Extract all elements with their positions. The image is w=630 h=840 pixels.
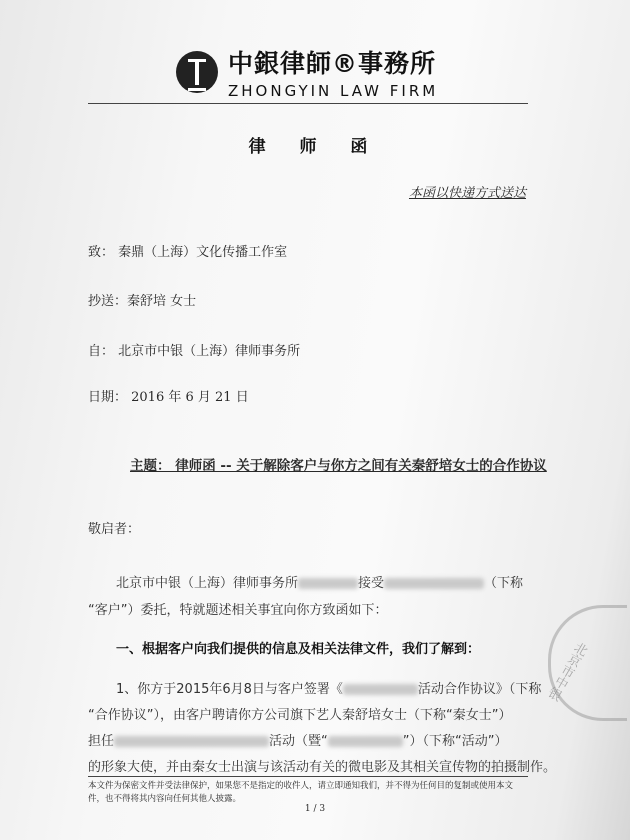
confidentiality-notice: 本文件为保密文件并受法律保护，如果您不是指定的收件人，请立即通知我们，并不得为任何目的复制或使用本文件，也不得将其内容向任何其他人披露。 — [88, 781, 514, 804]
header-divider — [88, 103, 528, 104]
footer-divider — [88, 776, 528, 777]
subject-line: 主题： 律师函 -- 关于解除客户与你方之间有关秦舒培女士的合作协议 — [130, 458, 547, 474]
firm-emblem-icon — [176, 51, 218, 93]
date-field: 日期： 2016 年 6 月 21 日 — [88, 390, 249, 405]
from-field: 自： 北京市中银（上海）律师事务所 — [88, 344, 301, 359]
text: 北京市中银（上海）律师事务所 — [116, 576, 299, 591]
stamp-text: 北京市中银 — [543, 638, 590, 703]
redacted-text — [343, 684, 418, 695]
body-paragraph-1-cont: “客户”）委托，特就题述相关事宜向你方致函如下： — [88, 603, 388, 618]
redacted-text — [114, 736, 269, 747]
item-1-line-3 — [88, 730, 507, 749]
section-heading-1: 一、根据客户向我们提供的信息及相关法律文件，我们了解到： — [116, 642, 481, 657]
cc-field: 抄送：秦舒培 女士 — [88, 294, 197, 309]
text: （下称 — [484, 576, 524, 591]
redacted-text — [328, 736, 403, 747]
redacted-text — [384, 578, 484, 589]
item-1-line-1 — [116, 678, 541, 697]
salutation: 敬启者： — [88, 522, 141, 537]
delivery-note: 本函以快递方式送达 — [408, 186, 526, 201]
official-seal-stamp — [543, 605, 627, 721]
page-number: 1 / 3 — [304, 804, 326, 814]
text: 活动合作协议》（下称 — [417, 682, 542, 697]
item-1-line-2: “合作协议”），由客户聘请你方公司旗下艺人秦舒培女士（下称“秦女士”） — [88, 708, 512, 723]
body-paragraph-1 — [116, 572, 523, 591]
text: 1、你方于2015年6月8日与客户签署《 — [116, 682, 343, 697]
to-field: 致： 秦鼎（上海）文化传播工作室 — [88, 245, 288, 260]
firm-logo — [176, 44, 438, 100]
firm-name-cn: 中銀律師®事務所 — [228, 49, 437, 78]
text: 活动（暨“ — [269, 734, 328, 749]
item-1-line-4: 的形象大使，并由秦女士出演与该活动有关的微电影及其相关宣传物的拍摄制作。 — [88, 760, 557, 775]
firm-name-en: ZHONGYIN LAW FIRM — [228, 82, 439, 100]
text: 担任 — [88, 734, 115, 749]
text: ”）（下称“活动”） — [402, 734, 508, 749]
redacted-text — [298, 578, 358, 589]
document-title: 律 师 函 — [248, 137, 382, 157]
text: 接受 — [358, 576, 385, 591]
